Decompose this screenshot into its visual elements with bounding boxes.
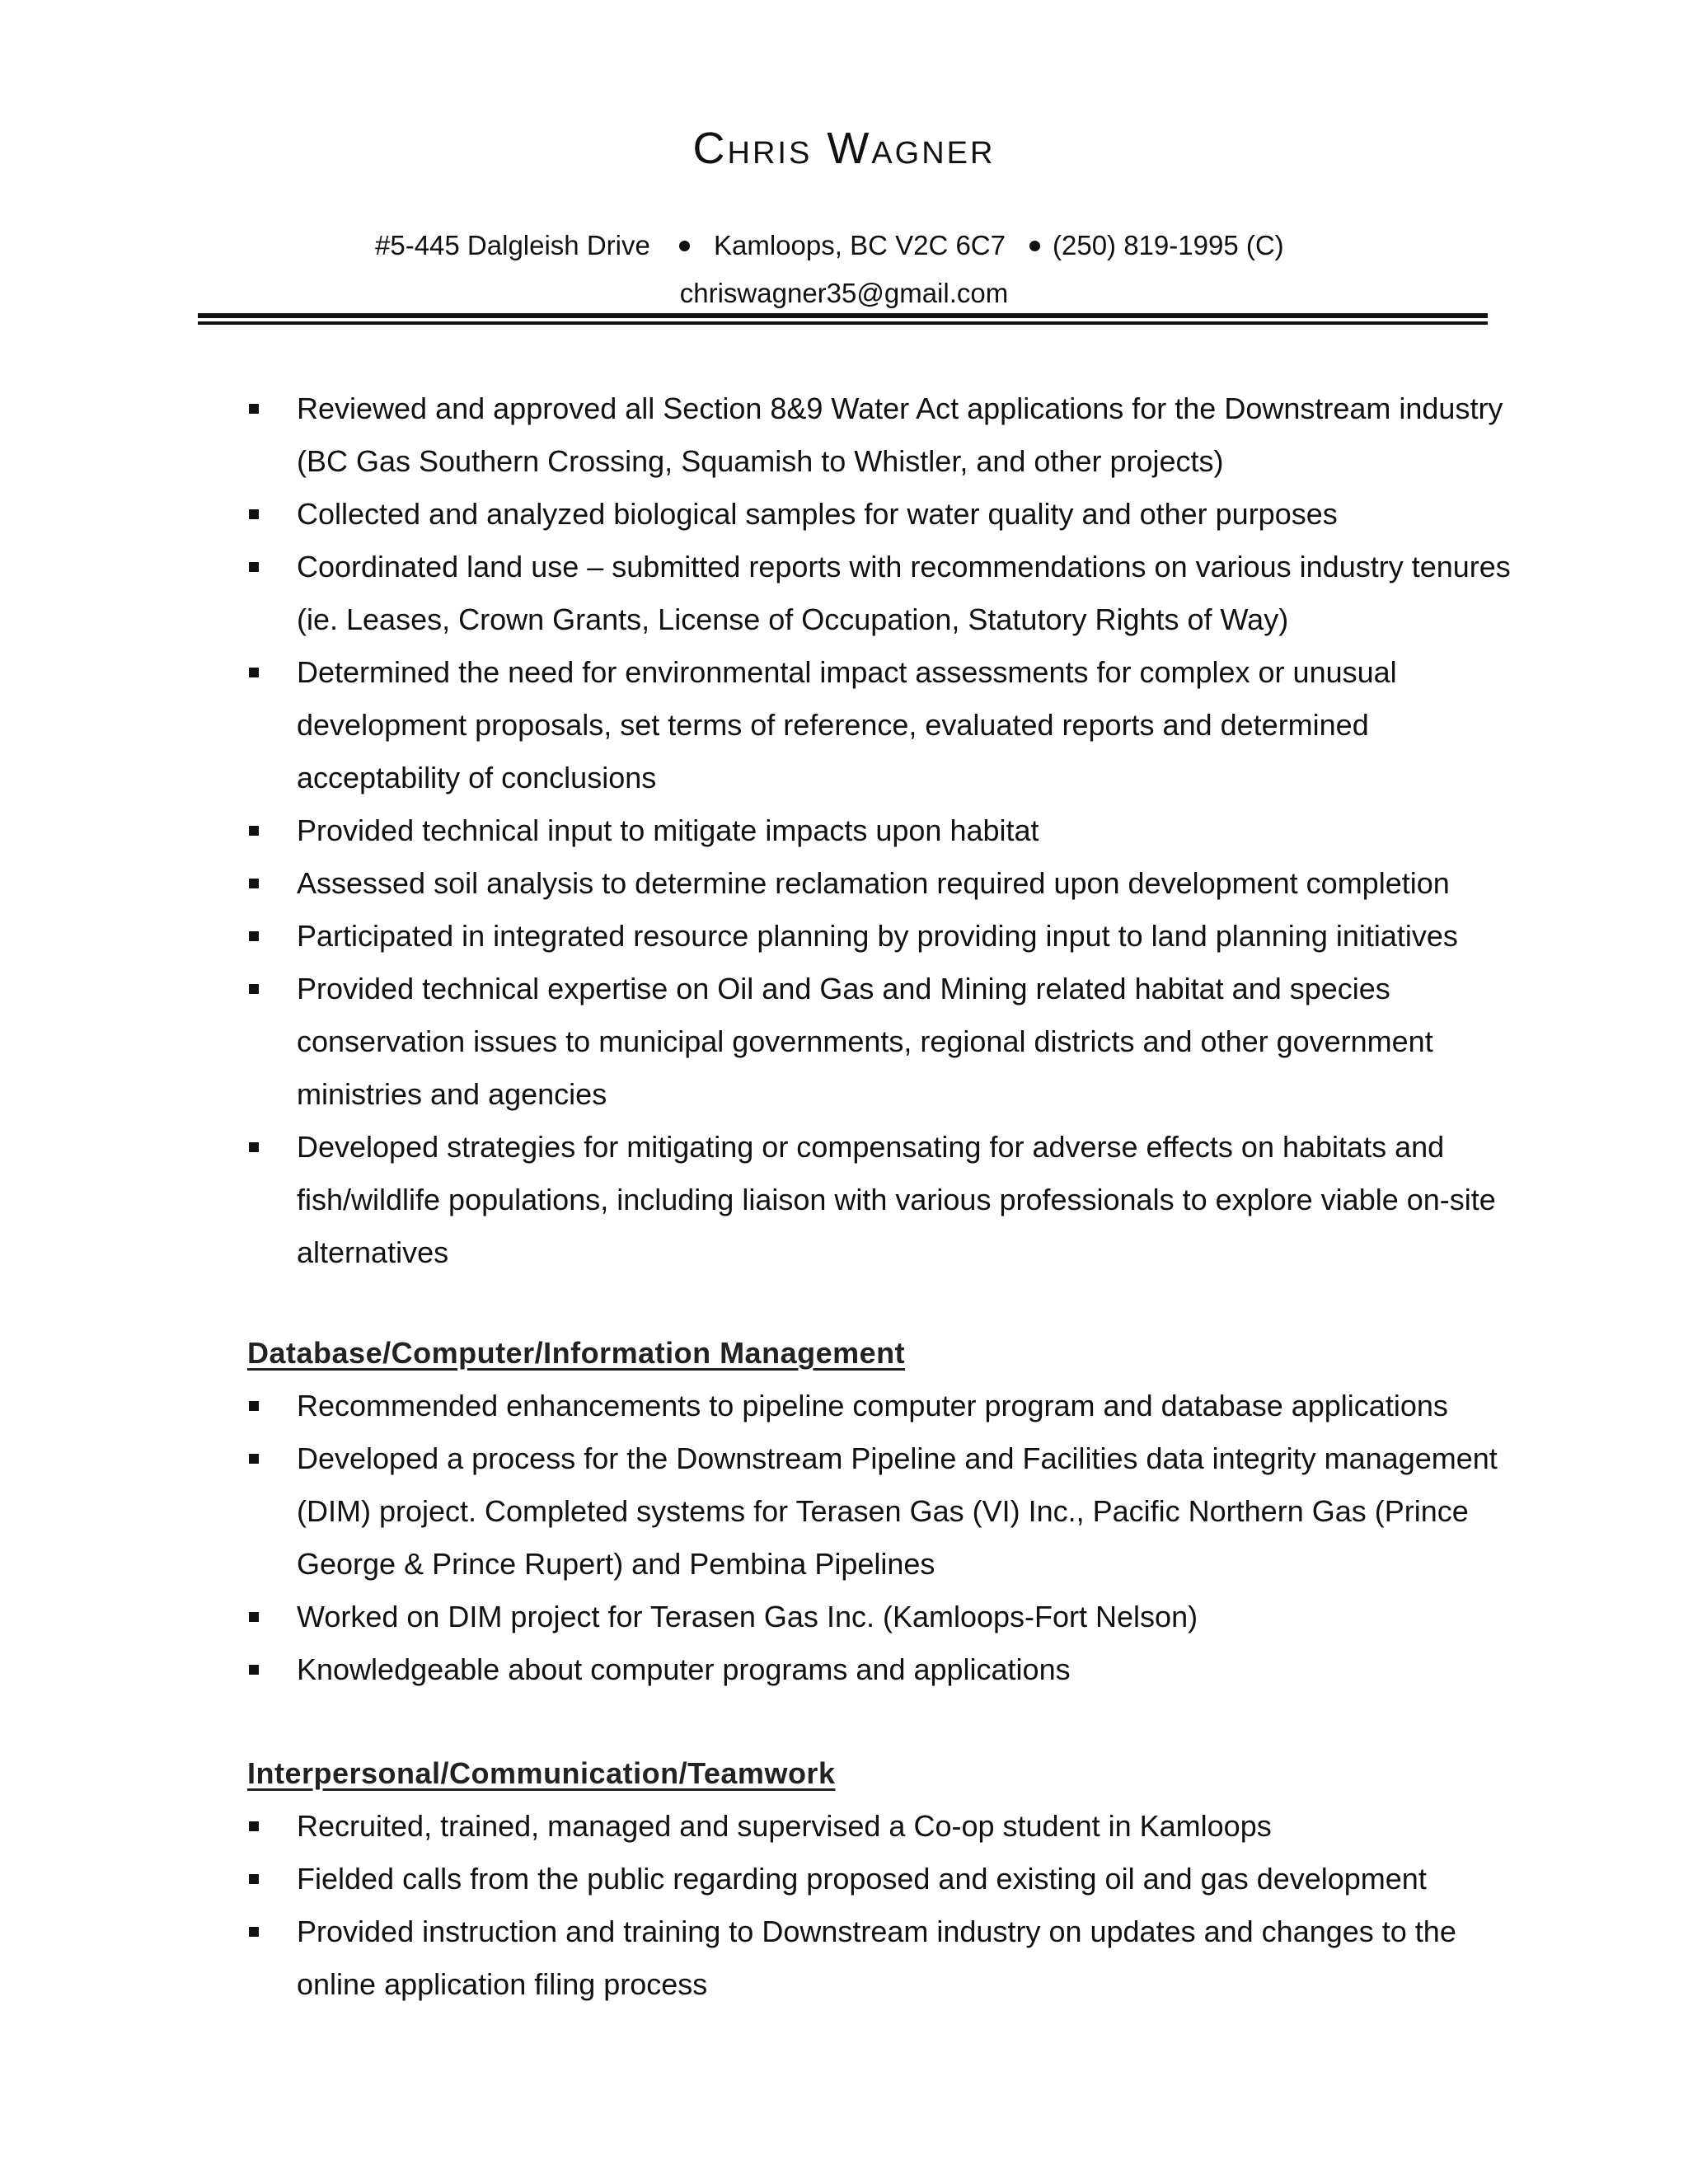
- list-item: Developed strategies for mitigating or compensating for adverse effects on habitats and fish/wildlife populations, including liaison with various professionals to explore viable on-site alternatives: [198, 1121, 1533, 1279]
- list-item: Provided instruction and training to Downstream industry on updates and changes to the online application filing process: [198, 1905, 1533, 2011]
- list-item: Assessed soil analysis to determine reclamation required upon development completion: [198, 857, 1533, 910]
- list-item: Collected and analyzed biological samples for water quality and other purposes: [198, 488, 1533, 541]
- square-bullet-icon: [249, 879, 259, 888]
- bullet-list-section3: [198, 1800, 1517, 2011]
- square-bullet-icon: [249, 1665, 259, 1675]
- city: Kamloops, BC V2C 6C7: [714, 230, 1006, 260]
- list-item: Reviewed and approved all Section 8&9 Water Act applications for the Downstream industry (BC Gas Southern Crossing, Squamish to Whistler, and other projects): [198, 382, 1533, 488]
- square-bullet-icon: [249, 1142, 259, 1152]
- address: #5-445 Dalgleish Drive: [375, 230, 650, 260]
- list-item: Knowledgeable about computer programs and applications: [198, 1643, 1533, 1696]
- square-bullet-icon: [249, 1401, 259, 1411]
- list-item: Determined the need for environmental impact assessments for complex or unusual development proposals, set terms of reference, evaluated reports and determined acceptability of conclusions: [198, 646, 1533, 804]
- square-bullet-icon: [249, 562, 259, 572]
- list-item: Provided technical input to mitigate impacts upon habitat: [198, 804, 1533, 857]
- bullet-list-section1: [198, 382, 1517, 1279]
- bullet-list-section2: [198, 1380, 1517, 1696]
- header-rule-thin: [198, 321, 1488, 325]
- list-item: Provided technical expertise on Oil and Gas and Mining related habitat and species conservation issues to municipal governments, regional districts and other government ministries and agencies: [198, 963, 1533, 1121]
- square-bullet-icon: [249, 931, 259, 941]
- list-item: Participated in integrated resource planning by providing input to land planning initiatives: [198, 910, 1533, 963]
- square-bullet-icon: [249, 1612, 259, 1622]
- square-bullet-icon: [249, 984, 259, 994]
- square-bullet-icon: [249, 509, 259, 519]
- square-bullet-icon: [249, 1927, 259, 1937]
- square-bullet-icon: [249, 1874, 259, 1884]
- list-item: Recruited, trained, managed and supervised a Co-op student in Kamloops: [198, 1800, 1533, 1853]
- list-item: Worked on DIM project for Terasen Gas Inc. (Kamloops-Fort Nelson): [198, 1591, 1533, 1643]
- list-item: Coordinated land use – submitted reports with recommendations on various industry tenures (ie. Leases, Crown Grants, License of Occupation, Statutory Rights of Way): [198, 541, 1533, 646]
- list-item: Recommended enhancements to pipeline computer program and database applications: [198, 1380, 1533, 1432]
- section-heading-interpersonal: Interpersonal/Communication/Teamwork: [247, 1756, 836, 1790]
- header-rule-thick: [198, 313, 1488, 318]
- square-bullet-icon: [249, 826, 259, 836]
- square-bullet-icon: [249, 404, 259, 414]
- email: chriswagner35@gmail.com: [679, 278, 1009, 308]
- list-item: Fielded calls from the public regarding proposed and existing oil and gas development: [198, 1853, 1533, 1905]
- list-item: Developed a process for the Downstream Pipeline and Facilities data integrity management (DIM) project. Completed systems for Terasen Gas (VI) Inc., Pacific Northern Gas (Prince George & Prince Rupert) and Pembina Pipelines: [198, 1432, 1533, 1591]
- square-bullet-icon: [249, 668, 259, 677]
- separator-dot-icon: [679, 241, 690, 251]
- contact-line: [0, 227, 1688, 264]
- square-bullet-icon: [249, 1821, 259, 1831]
- section-heading-database: Database/Computer/Information Management: [247, 1336, 906, 1370]
- phone: (250) 819-1995 (C): [1053, 230, 1284, 260]
- candidate-name: Chris Wagner: [692, 124, 996, 173]
- separator-dot-icon: [1029, 241, 1040, 251]
- square-bullet-icon: [249, 1454, 259, 1464]
